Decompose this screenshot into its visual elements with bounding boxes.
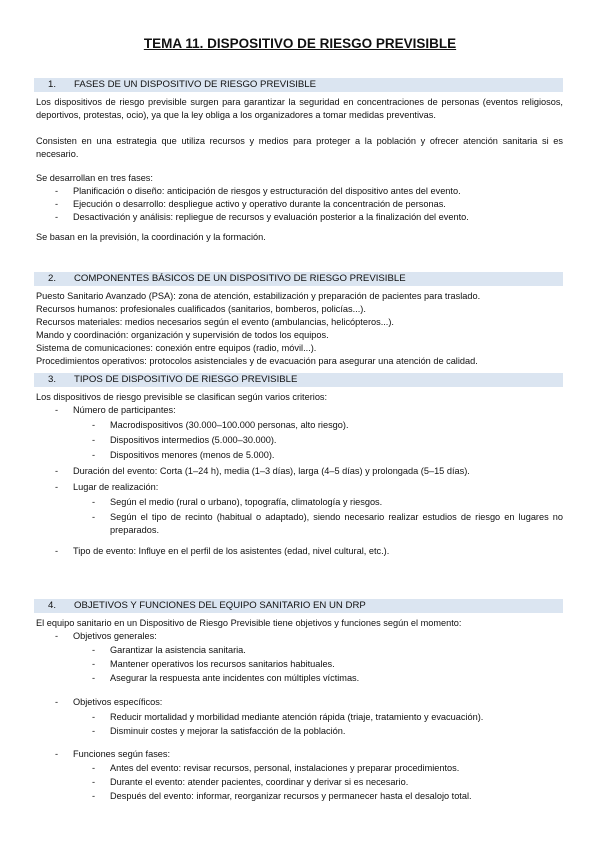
section-2-line: Recursos materiales: medios necesarios según el evento (ambulancias, helicópteros...).	[36, 317, 394, 327]
section-1-intro: Se desarrollan en tres fases:	[36, 173, 153, 183]
section-4-group-item: Después del evento: informar, reorganizar recursos y permanecer hasta el desalojo total.	[110, 791, 472, 801]
section-3-subitem: Según el medio (rural o urbano), topografía, climatología y riesgos.	[110, 497, 383, 507]
bullet-dash: -	[92, 645, 96, 655]
section-4-heading	[34, 599, 563, 613]
section-3-intro: Los dispositivos de riesgo previsible se clasifican según varios criterios:	[36, 392, 328, 402]
section-1-bullet: Ejecución o desarrollo: despliegue activo y operativo durante la concentración de personas.	[73, 199, 446, 209]
section-1-bullet: Desactivación y análisis: repliegue de recursos y evaluación posterior a la finalización del evento.	[73, 212, 469, 222]
bullet-dash: -	[55, 186, 59, 196]
bullet-dash: -	[55, 482, 59, 492]
section-2-line: Procedimientos operativos: protocolos asistenciales y de evacuación para asegurar una atención de calidad.	[36, 356, 478, 366]
bullet-dash: -	[92, 512, 96, 522]
section-4-group-item: Garantizar la asistencia sanitaria.	[110, 645, 246, 655]
page-title: TEMA 11. DISPOSITIVO DE RIESGO PREVISIBLE	[143, 36, 457, 51]
section-4-intro: El equipo sanitario en un Dispositivo de Riesgo Previsible tiene objetivos y funciones según el momento:	[36, 618, 462, 628]
bullet-dash: -	[92, 659, 96, 669]
section-4-group-item: Reducir mortalidad y morbilidad mediante atención rápida (triaje, tratamiento y evacuación).	[110, 712, 484, 722]
section-3-subitem: Macrodispositivos (30.000–100.000 personas, alto riesgo).	[110, 420, 349, 430]
section-2-line: Sistema de comunicaciones: conexión entre equipos (radio, móvil...).	[36, 343, 317, 353]
section-2-number: 2.	[48, 273, 57, 284]
section-3-item: Número de participantes:	[73, 405, 176, 415]
section-4-group-label: Funciones según fases:	[73, 749, 171, 759]
section-4-group-item: Asegurar la respuesta ante incidentes con múltiples víctimas.	[110, 673, 360, 683]
bullet-dash: -	[92, 435, 96, 445]
bullet-dash: -	[92, 450, 96, 460]
section-4-group-item: Mantener operativos los recursos sanitarios habituales.	[110, 659, 335, 669]
section-2-line: Recursos humanos: profesionales cualificados (sanitarios, bomberos, policías...).	[36, 304, 366, 314]
section-3-item: Lugar de realización:	[73, 482, 159, 492]
section-3-subitem: Dispositivos menores (menos de 5.000).	[110, 450, 275, 460]
section-1-number: 1.	[48, 79, 57, 90]
bullet-dash: -	[92, 420, 96, 430]
bullet-dash: -	[92, 763, 96, 773]
bullet-dash: -	[55, 212, 59, 222]
section-3-heading	[34, 373, 563, 387]
section-1-paragraph-2: Consisten en una estrategia que utiliza recursos y medios para proteger a la población y ofrecer atención sanitaria si es necesario.	[36, 136, 563, 159]
bullet-dash: -	[55, 697, 59, 707]
bullet-dash: -	[55, 466, 59, 476]
section-1-bullet: Planificación o diseño: anticipación de riesgos y estructuración del dispositivo antes del evento.	[73, 186, 461, 196]
bullet-dash: -	[92, 673, 96, 683]
section-2-title: COMPONENTES BÁSICOS DE UN DISPOSITIVO DE RIESGO PREVISIBLE	[74, 273, 406, 284]
bullet-dash: -	[92, 497, 96, 507]
section-1-closing: Se basan en la previsión, la coordinación y la formación.	[36, 232, 266, 242]
bullet-dash: -	[55, 631, 59, 641]
section-2-line: Mando y coordinación: organización y supervisión de todos los equipos.	[36, 330, 329, 340]
section-3-subitem: Dispositivos intermedios (5.000–30.000).	[110, 435, 277, 445]
section-4-title: OBJETIVOS Y FUNCIONES DEL EQUIPO SANITARIO EN UN DRP	[74, 600, 366, 611]
bullet-dash: -	[92, 726, 96, 736]
bullet-dash: -	[55, 199, 59, 209]
section-1-heading	[34, 78, 563, 92]
section-1-paragraph-1: Los dispositivos de riesgo previsible surgen para garantizar la seguridad en concentraciones de personas (eventos religiosos, deportivos, protestas, ocio), ya que la ley obliga a los organizadores a tomar medidas preventivas.	[36, 97, 563, 120]
section-2-heading	[34, 272, 563, 286]
section-2-line: Puesto Sanitario Avanzado (PSA): zona de atención, estabilización y preparación de pacientes para traslado.	[36, 291, 481, 301]
bullet-dash: -	[55, 546, 59, 556]
bullet-dash: -	[55, 405, 59, 415]
section-4-group-item: Disminuir costes y mejorar la satisfacción de la población.	[110, 726, 346, 736]
section-4-group-item: Durante el evento: atender pacientes, coordinar y derivar si es necesario.	[110, 777, 409, 787]
bullet-dash: -	[92, 777, 96, 787]
bullet-dash: -	[92, 791, 96, 801]
bullet-dash: -	[55, 749, 59, 759]
section-3-item: Duración del evento: Corta (1–24 h), media (1–3 días), larga (4–5 días) y prolongada (5–15 días).	[73, 466, 470, 476]
section-4-number: 4.	[48, 600, 57, 611]
section-3-title: TIPOS DE DISPOSITIVO DE RIESGO PREVISIBLE	[74, 374, 298, 385]
section-1-title: FASES DE UN DISPOSITIVO DE RIESGO PREVISIBLE	[74, 79, 317, 90]
section-3-item: Tipo de evento: Influye en el perfil de los asistentes (edad, nivel cultural, etc.).	[73, 546, 390, 556]
section-4-group-item: Antes del evento: revisar recursos, personal, instalaciones y preparar procedimientos.	[110, 763, 460, 773]
section-3-number: 3.	[48, 374, 57, 385]
section-4-group-label: Objetivos específicos:	[73, 697, 163, 707]
section-4-group-label: Objetivos generales:	[73, 631, 157, 641]
bullet-dash: -	[92, 712, 96, 722]
section-3-subitem: Según el tipo de recinto (habitual o adaptado), siendo necesario realizar estudios de riesgo en lugares no preparados.	[110, 512, 563, 535]
